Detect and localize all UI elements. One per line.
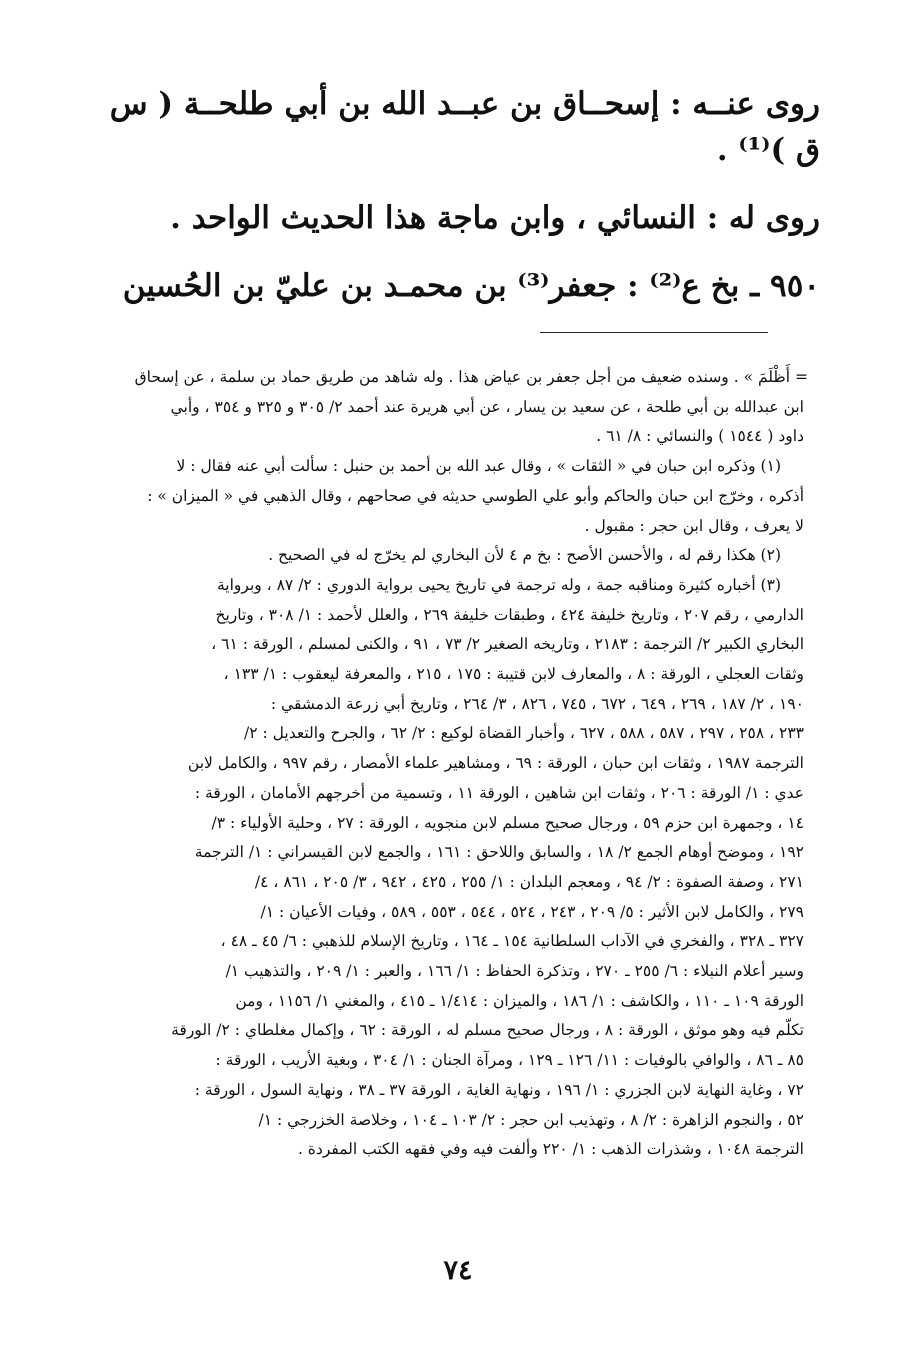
footnote-line: ابن عبدالله بن أبي طلحة ، عن سعيد بن يسار ، عن أبي هريرة عند أحمد ٢/ ٣٠٥ و ٣٢٥ و ٣٥٤ ، وأبي bbox=[170, 397, 804, 416]
footnote-line: ١٩٠ ، ٢/ ١٨٧ ، ٢٦٩ ، ٦٤٩ ، ٦٧٢ ، ٧٤٥ ، ٨٢٦ ، ٣/ ٢٦٤ ، وتاريخ أبي زرعة الدمشقي : bbox=[270, 694, 804, 713]
footnote-line: ٨٥ ـ ٨٦ ، والوافي بالوفيات : ١١/ ١٢٦ ـ ١٢٩ ، ومرآة الجنان : ١/ ٣٠٤ ، وبغية الأريب ، الورقة : bbox=[215, 1051, 804, 1070]
footnote-line: داود ( ١٥٤٤ ) والنسائي : ٨/ ٦١ . bbox=[596, 427, 804, 446]
footnote-line: البخاري الكبير ٢/ الترجمة : ٢١٨٣ ، وتاريخه الصغير ٢/ ٧٣ ، ٩١ ، والكنى لمسلم ، الورقة : ٦١ ، bbox=[211, 635, 804, 654]
footnote-line: عدي : ١/ الورقة : ٢٠٦ ، وثقات ابن شاهين ، الورقة ١١ ، وتسمية من أخرجهم الأمامان ، الورقة : bbox=[194, 783, 804, 802]
main-line-2: ق )⁽¹⁾ . bbox=[716, 132, 820, 168]
footnote-line: ٢٧٩ ، والكامل لابن الأثير : ٥/ ٢٠٩ ، ٢٤٣ ، ٥٢٤ ، ٥٤٤ ، ٥٥٣ ، ٥٨٩ ، وفيات الأعيان : ١/ bbox=[260, 902, 804, 921]
main-line-4: ٩٥٠ ـ بخ ع⁽²⁾ : جعفر⁽³⁾ بن محمـد بن عليّ بن الحُسين bbox=[122, 268, 820, 304]
footnote-line: الترجمة ١٠٤٨ ، وشذرات الذهب : ١/ ٢٢٠ وألفت فيه وفي فقهه الكتب المفردة . bbox=[297, 1140, 804, 1159]
page-number: ٧٤ bbox=[443, 1255, 473, 1286]
footnote-line: (٣) أخباره كثيرة ومناقبه جمة ، وله ترجمة في تاريخ يحيى برواية الدوري : ٢/ ٨٧ ، وبرواية bbox=[216, 575, 781, 594]
footnote-line: تكلّم فيه وهو موثق ، الورقة : ٨ ، ورجال صحيح مسلم له ، الورقة : ٦٢ ، وإكمال مغلطاي : ٢/ الورقة bbox=[171, 1021, 804, 1040]
footnote-line: ٢٣٣ ، ٢٥٨ ، ٢٩٧ ، ٥٨٧ ، ٥٨٨ ، ٦٢٧ ، وأخبار القضاة لوكيع : ٢/ ٦٢ ، والجرح والتعديل : ٢/ bbox=[244, 724, 804, 743]
footnote-line: وسير أعلام النبلاء : ٦/ ٢٥٥ ـ ٢٧٠ ، وتذكرة الحفاظ : ١/ ١٦٦ ، والعبر : ١/ ٢٠٩ ، والتذهيب ١/ bbox=[225, 962, 804, 980]
footnote-line: الورقة ١٠٩ ـ ١١٠ ، والكاشف : ١/ ١٨٦ ، والميزان : ١/٤١٤ ـ ٤١٥ ، والمغني ١/ ١١٥٦ ، ومن bbox=[235, 991, 804, 1010]
footnote-line: ٥٢ ، والنجوم الزاهرة : ٢/ ٨ ، وتهذيب ابن حجر : ٢/ ١٠٣ ـ ١٠٤ ، وخلاصة الخزرجي : ١/ bbox=[258, 1110, 804, 1129]
footnote-line: ٧٢ ، وغاية النهاية لابن الجزري : ١/ ١٩٦ ، ونهاية الغاية ، الورقة ٣٧ ـ ٣٨ ، ونهاية السول ، الورقة : bbox=[194, 1080, 804, 1099]
footnote-line: الدارمي ، رقم ٢٠٧ ، وتاريخ خليفة ٤٢٤ ، وطبقات خليفة ٢٦٩ ، والعلل لأحمد : ١/ ٣٠٨ ، وتاريخ bbox=[215, 605, 804, 624]
main-line-3: روى له : النسائي ، وابن ماجة هذا الحديث الواحد . bbox=[170, 200, 820, 236]
main-line-1: روى عنــه : إسحــاق بن عبــد الله بن أبي طلحــة ( س bbox=[109, 86, 820, 122]
footnote-line: ٣٢٧ ـ ٣٢٨ ، والفخري في الآداب السلطانية ١٥٤ ـ ١٦٤ ، وتاريخ الإسلام للذهبي : ٦/ ٤٥ ـ ٤٨ ، bbox=[220, 932, 804, 951]
footnote-line: ١٤ ، وجمهرة ابن حزم ٥٩ ، ورجال صحيح مسلم لابن منجويه ، الورقة : ٢٧ ، وحلية الأولياء : ٣/ bbox=[211, 813, 804, 832]
footnote-line: ٢٧١ ، وصفة الصفوة : ٢/ ٩٤ ، ومعجم البلدان : ١/ ٢٥٥ ، ٤٢٥ ، ٩٤٢ ، ٣/ ٢٠٥ ، ٨٦١ ، ٤/ bbox=[254, 872, 804, 891]
footnote-line: = أَظْلَمَ » . وسنده ضعيف من أجل جعفر بن عياض هذا . وله شاهد من طريق حماد بن سلمة ، عن إسحاق bbox=[134, 368, 808, 386]
footnote-line: ١٩٢ ، وموضح أوهام الجمع ٢/ ١٨ ، والسابق واللاحق : ١٦١ ، والجمع لابن القيسراني : ١/ الترجمة bbox=[194, 843, 804, 862]
footnote-line: الترجمة ١٩٨٧ ، وثقات ابن حبان ، الورقة : ٦٩ ، ومشاهير علماء الأمصار ، رقم ٩٩٧ ، والكامل لابن bbox=[187, 754, 804, 773]
footnote-line: (٢) هكذا رقم له ، والأحسن الأصح : بخ م ٤ لأن البخاري لم يخرّج له في الصحيح . bbox=[268, 546, 781, 565]
footnote-line: لا يعرف ، وقال ابن حجر : مقبول . bbox=[584, 516, 804, 535]
footnote-line: أذكره ، وخرّج ابن حبان والحاكم وأبو علي الطوسي حديثه في صحاحهم ، وقال الذهبي في « الميزان » : bbox=[147, 486, 804, 505]
footnote-line: (١) وذكره ابن حبان في « الثقات » ، وقال عبد الله بن أحمد بن حنبل : سألت أبي عنه فقال : لا bbox=[176, 457, 781, 476]
footnote-line: وثقات العجلي ، الورقة : ٨ ، والمعارف لابن قتيبة : ١٧٥ ، ٢١٥ ، والمعرفة ليعقوب : ١/ ١٣٣ ، bbox=[223, 665, 804, 683]
footnote-separator bbox=[540, 332, 768, 333]
